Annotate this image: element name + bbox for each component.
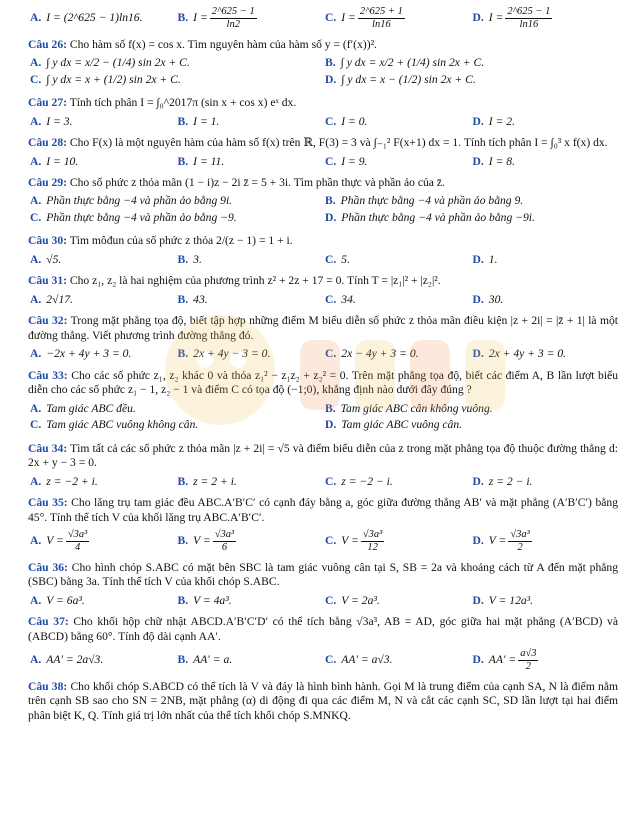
question-text: [28, 680, 618, 723]
option-text: I = 9.: [341, 154, 368, 168]
option-text: 2x + 4y − 3 = 0.: [193, 347, 271, 361]
option-label: B.: [177, 653, 189, 667]
option-text: Phần thực bằng −4 và phần ảo bằng 9.: [340, 194, 524, 208]
option-label: D.: [472, 653, 484, 667]
answer-option-d[interactable]: [471, 155, 619, 169]
question-block: [28, 680, 618, 723]
answer-option-a[interactable]: [28, 293, 176, 307]
answer-option-c[interactable]: [323, 155, 471, 169]
answer-options: [28, 115, 618, 129]
question-text: [28, 442, 618, 471]
question-number: Câu 26:: [28, 37, 67, 51]
option-label: D.: [472, 593, 484, 607]
option-text: I = 8.: [488, 154, 515, 168]
option-label: A.: [30, 593, 42, 607]
option-label: B.: [177, 593, 189, 607]
option-text: AA′ = a.: [193, 653, 233, 667]
answer-option-b[interactable]: [176, 347, 324, 361]
option-label: B.: [325, 401, 336, 415]
fraction: $\frac{\text{√3a³}}{12}$: [362, 529, 383, 553]
question-stem: Cho F(x) là một nguyên hàm của hàm số f(x) trên ℝ, F(3) = 3 và ∫₋₁² F(x+1) dx = 1. Tính tích phân I = ∫₀³ x f(x) dx.: [69, 136, 608, 150]
option-prefix: V =: [488, 534, 507, 548]
fraction: $\frac{\text{√3a³}}{6}$: [214, 529, 235, 553]
answer-options: [28, 529, 618, 554]
option-label: A.: [30, 653, 42, 667]
option-text: 43.: [193, 292, 208, 306]
option-label: C.: [325, 534, 337, 548]
answer-options: [28, 347, 618, 361]
fraction: $\frac{\text{√3a³}}{2}$: [510, 529, 530, 553]
question-block: [28, 136, 618, 169]
answer-option-c[interactable]: [28, 211, 323, 225]
answer-option-a[interactable]: [28, 594, 176, 608]
option-text: V = 4a³.: [193, 593, 232, 607]
option-text: I = 2.: [488, 114, 515, 128]
answer-options: [28, 475, 618, 489]
option-label: C.: [30, 418, 42, 432]
fraction: $\frac{2\^{}625 - 1}{\ln 2}$: [211, 6, 255, 30]
option-label: C.: [325, 653, 337, 667]
option-prefix: V =: [193, 534, 211, 548]
option-label: A.: [30, 401, 42, 415]
question-number: Câu 29:: [28, 176, 67, 189]
option-text: 34.: [341, 292, 356, 306]
question-stem: Cho khối hộp chữ nhật ABCD.A′B′C′D′ có thể tích bằng √3a³, AB = AD, góc giữa hai mặt phẳng (A′BCD) và (ABCD) bằng 60°. Tính độ dài cạnh AA′.: [28, 615, 618, 643]
question-number: Câu 37:: [28, 615, 69, 629]
fraction: $\frac{\text{√3a³}}{4}$: [67, 529, 88, 553]
option-text: √5.: [46, 252, 62, 266]
question-block: [28, 442, 618, 489]
option-text: Tam giác ABC vuông không cân.: [46, 418, 199, 432]
question-number: Câu 31:: [28, 274, 67, 288]
question-stem: Trong mặt phẳng tọa độ, biết tập hợp những điểm M biểu diễn số phức z thỏa mãn điều kiện |z + 2i| = |z̄ + 1| là một đường thẳng. Viết phương trình đường thẳng đó.: [28, 314, 618, 342]
question-stem: Cho hàm số f(x) = cos x. Tìm nguyên hàm của hàm số y = (f′(x))².: [69, 37, 377, 51]
answer-option-c[interactable]: [323, 347, 471, 361]
option-text: AA′ = a√3.: [341, 653, 393, 667]
answer-options: [28, 594, 618, 608]
question-stem: Cho hình chóp S.ABC có mặt bên SBC là tam giác vuông cân tại S, SB = 2a và khoảng cách từ A đến mặt phẳng (SBC) bằng 3a. Tính thể tích V của khối chóp S.ABC.: [28, 560, 618, 589]
answer-option-d[interactable]: [323, 418, 618, 432]
option-label: B.: [177, 534, 189, 548]
answer-options: [28, 253, 618, 267]
option-label: C.: [325, 252, 337, 266]
question-stem: Tìm tất cả các số phức z thỏa mãn |z + 2i| = √5 và điểm biểu diễn của z trong mặt phẳng tọa độ thuộc đường thẳng d: 2x + y − 3 = 0.: [28, 441, 618, 470]
option-text: ∫ y dx = x/2 + (1/4) sin 2x + C.: [340, 56, 485, 70]
fraction: $\frac{a√3}{2}$: [520, 648, 537, 672]
option-label: C.: [325, 593, 337, 607]
option-label: B.: [325, 194, 336, 208]
question-text: [28, 234, 618, 248]
option-text: ∫ y dx = x − (1/2) sin 2x + C.: [341, 72, 476, 86]
option-text: I = 10.: [46, 154, 79, 168]
option-text: Phần thực bằng −4 và phần ảo bằng −9.: [46, 210, 237, 224]
answer-option-d[interactable]: [471, 293, 619, 307]
question-text: [28, 136, 618, 150]
question-number: Câu 28:: [28, 136, 67, 150]
answer-option-c[interactable]: [323, 293, 471, 307]
question-list: [28, 38, 618, 724]
question-number: Câu 32:: [28, 314, 68, 328]
question-block: [28, 234, 618, 267]
option-text: 2x − 4y + 3 = 0.: [341, 347, 419, 361]
answer-option-a[interactable]: [28, 56, 323, 70]
option-prefix: V =: [341, 534, 359, 548]
question-text: [28, 274, 618, 288]
question-text: [28, 176, 618, 190]
question-stem: Cho số phức z thỏa mãn (1 − i)z − 2i z̄ = 5 + 3i. Tìm phần thực và phần ảo của z̄.: [69, 176, 445, 189]
option-text: z = 2 + i.: [193, 474, 237, 488]
answer-option-b[interactable]: [176, 594, 324, 608]
question-block: [28, 274, 618, 307]
answer-options: [28, 155, 618, 169]
option-label: A.: [30, 252, 42, 266]
answer-option-b[interactable]: [176, 475, 324, 489]
answer-option-d[interactable]: [471, 529, 619, 554]
answer-option-c[interactable]: [323, 648, 471, 673]
top-options-row: [28, 6, 618, 31]
option-prefix: V =: [46, 534, 64, 548]
option-text: 2√17.: [46, 292, 73, 306]
option-label: B.: [177, 347, 189, 361]
option-label: D.: [472, 474, 484, 488]
question-block: [28, 38, 618, 89]
option-label: B.: [177, 474, 189, 488]
question-number: Câu 30:: [28, 234, 67, 248]
question-block: [28, 176, 618, 227]
option-text: z = −2 + i.: [46, 474, 98, 488]
option-label: A.: [30, 56, 42, 70]
top-option-a[interactable]: A. I = (2^625 − 1)ln16.: [30, 11, 143, 25]
question-text: [28, 314, 618, 343]
option-label: A.: [30, 194, 42, 208]
option-label: C.: [325, 347, 337, 361]
answer-option-c[interactable]: [28, 73, 323, 87]
answer-options: [28, 56, 618, 89]
option-text: 3.: [193, 252, 202, 266]
option-label: D.: [472, 347, 484, 361]
question-number: Câu 34:: [28, 441, 68, 455]
answer-option-b[interactable]: [176, 115, 324, 129]
top-option-d[interactable]: D. I = $\frac{2\^{}625 - 1}{\ln 16}$: [472, 6, 551, 30]
option-label: A.: [30, 114, 42, 128]
question-block: [28, 369, 618, 435]
option-text: Phần thực bằng −4 và phần ảo bằng −9i.: [341, 210, 535, 224]
option-label: B.: [177, 252, 189, 266]
question-stem: Cho khối chóp S.ABCD có thể tích là V và đáy là hình bình hành. Gọi M là trung điểm của cạnh SA, N là điểm nằm trên cạnh SB sao cho SN = 2NB, mặt phẳng (α) di động đi qua các điểm M, N và cắt các cạnh SC, SD lần lượt tại hai điểm phân biệt K, Q. Tính giá trị lớn nhất của thể tích khối chóp S.MNKQ.: [28, 679, 618, 722]
option-text: I = 0.: [341, 114, 368, 128]
question-stem: Cho z₁, z₂ là hai nghiệm của phương trình z² + 2z + 17 = 0. Tính T = |z₁|² + |z₂|².: [69, 274, 441, 288]
option-label: D.: [472, 292, 484, 306]
answer-option-a[interactable]: [28, 475, 176, 489]
answer-option-a[interactable]: [28, 155, 176, 169]
answer-option-b[interactable]: [176, 529, 324, 554]
option-prefix: AA′ =: [488, 653, 517, 667]
answer-options: [28, 648, 618, 673]
option-label: C.: [30, 210, 42, 224]
answer-option-a[interactable]: [28, 347, 176, 361]
option-text: I = 1.: [193, 114, 220, 128]
answer-option-b[interactable]: [176, 155, 324, 169]
option-label: A.: [30, 474, 42, 488]
question-stem: Tìm môđun của số phức z thỏa 2/(z − 1) = 1 + i.: [69, 234, 293, 248]
option-label: A.: [30, 347, 42, 361]
answer-option-a[interactable]: [28, 529, 176, 554]
question-text: [28, 615, 618, 644]
option-label: A.: [30, 534, 42, 548]
option-text: 5.: [341, 252, 350, 266]
answer-option-a[interactable]: [28, 115, 176, 129]
answer-option-d[interactable]: [471, 253, 619, 267]
option-text: V = 6a³.: [46, 593, 85, 607]
answer-option-c[interactable]: [28, 418, 323, 432]
answer-option-a[interactable]: [28, 194, 323, 208]
option-text: z = 2 − i.: [488, 474, 533, 488]
option-label: C.: [325, 114, 337, 128]
answer-option-a[interactable]: [28, 402, 323, 416]
answer-option-b[interactable]: [323, 56, 618, 70]
question-block: [28, 96, 618, 129]
answer-option-c[interactable]: [323, 253, 471, 267]
question-block: [28, 496, 618, 554]
answer-option-d[interactable]: [471, 594, 619, 608]
option-text: Tam giác ABC đều.: [46, 401, 136, 415]
answer-option-c[interactable]: [323, 594, 471, 608]
option-label: A.: [30, 154, 42, 168]
option-label: D.: [472, 252, 484, 266]
answer-option-b[interactable]: [176, 293, 324, 307]
option-label: B.: [325, 56, 336, 70]
fraction: $\frac{2\^{}625 + 1}{\ln 16}$: [359, 6, 403, 30]
answer-option-b[interactable]: [323, 402, 618, 416]
option-text: V = 2a³.: [341, 593, 380, 607]
option-label: C.: [325, 292, 337, 306]
option-label: D.: [325, 210, 337, 224]
answer-option-b[interactable]: [323, 194, 618, 208]
option-text: −2x + 4y + 3 = 0.: [46, 347, 132, 361]
answer-options: [28, 402, 618, 435]
question-number: Câu 35:: [28, 496, 68, 510]
option-label: D.: [325, 418, 337, 432]
answer-option-b[interactable]: [176, 648, 324, 673]
option-text: I = 11.: [193, 154, 225, 168]
answer-option-c[interactable]: [323, 475, 471, 489]
option-text: 30.: [488, 292, 504, 306]
option-label: A.: [30, 292, 42, 306]
answer-option-d[interactable]: [471, 347, 619, 361]
option-text: Tam giác ABC vuông cân.: [341, 418, 463, 432]
option-label: C.: [325, 154, 337, 168]
option-text: 2x + 4y + 3 = 0.: [488, 347, 567, 361]
answer-option-d[interactable]: [471, 475, 619, 489]
top-option-c[interactable]: C. I = $\frac{2\^{}625 + 1}{\ln 16}$: [325, 6, 403, 30]
fraction: $\frac{2\^{}625 - 1}{\ln 16}$: [507, 6, 551, 30]
answer-option-c[interactable]: [323, 115, 471, 129]
answer-option-d[interactable]: [323, 73, 618, 87]
answer-option-d[interactable]: [471, 648, 619, 673]
answer-option-d[interactable]: [471, 115, 619, 129]
question-number: Câu 36:: [28, 560, 68, 574]
question-text: [28, 369, 618, 398]
question-number: Câu 38:: [28, 679, 68, 693]
question-block: [28, 561, 618, 608]
answer-options: [28, 293, 618, 307]
question-text: [28, 38, 618, 52]
top-option-b[interactable]: B. I = $\frac{2\^{}625 - 1}{\ln 2}$: [177, 6, 255, 30]
answer-options: [28, 194, 618, 227]
option-text: ∫ y dx = x + (1/2) sin 2x + C.: [46, 72, 181, 86]
question-text: [28, 561, 618, 590]
option-label: C.: [30, 72, 42, 86]
question-text: [28, 96, 618, 110]
option-text: ∫ y dx = x/2 − (1/4) sin 2x + C.: [46, 56, 190, 70]
option-text: Phần thực bằng −4 và phần ảo bằng 9i.: [46, 194, 233, 208]
answer-option-d[interactable]: [323, 211, 618, 225]
question-number: Câu 27:: [28, 96, 67, 110]
question-stem: Cho lăng trụ tam giác đều ABC.A′B′C′ có cạnh đáy bằng a, góc giữa đường thẳng AB′ và mặt phẳng (A′B′C′) bằng 45°. Tính thể tích V của khối lăng trụ ABC.A′B′C′.: [28, 496, 618, 524]
option-label: B.: [177, 154, 189, 168]
answer-option-a[interactable]: [28, 253, 176, 267]
answer-option-c[interactable]: [323, 529, 471, 554]
answer-option-b[interactable]: [176, 253, 324, 267]
question-stem: Cho các số phức z₁, z₂ khác 0 và thỏa z₁² − z₁z₂ + z₂² = 0. Trên mặt phẳng tọa độ, biết các điểm A, B lần lượt biểu diễn cho các số phức z₁ − 1, z₂ − 1 và điểm C có tọa độ (−1;0), khẳng định nào dưới đây đúng ?: [28, 368, 618, 397]
question-text: [28, 496, 618, 525]
option-label: B.: [177, 114, 189, 128]
option-text: 1.: [488, 252, 498, 266]
option-text: Tam giác ABC cân không vuông.: [340, 401, 493, 415]
question-block: [28, 314, 618, 361]
option-text: AA′ = 2a√3.: [46, 653, 104, 667]
question-number: Câu 33:: [28, 368, 68, 382]
option-text: z = −2 − i.: [341, 474, 393, 488]
question-stem: Tính tích phân I = ∫₀^2017π (sin x + cos x) eˣ dx.: [69, 96, 297, 110]
question-block: [28, 615, 618, 673]
option-label: D.: [472, 114, 484, 128]
option-label: D.: [472, 154, 484, 168]
option-text: I = 3.: [46, 114, 73, 128]
option-text: V = 12a³.: [488, 593, 534, 607]
option-label: B.: [177, 292, 189, 306]
answer-option-a[interactable]: [28, 648, 176, 673]
option-label: D.: [472, 534, 484, 548]
option-label: C.: [325, 474, 337, 488]
option-label: D.: [325, 72, 337, 86]
